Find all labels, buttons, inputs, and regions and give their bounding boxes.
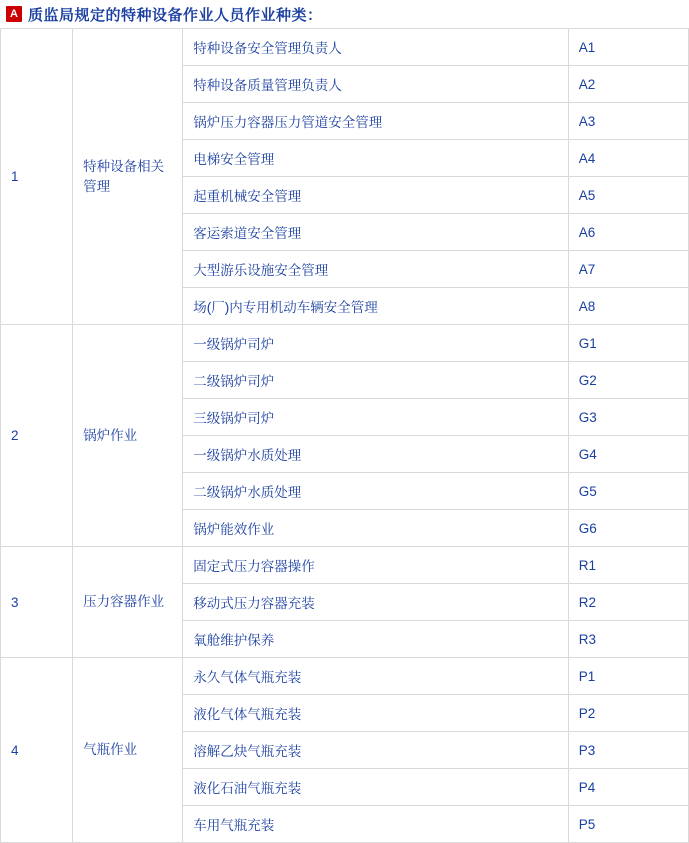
occupation-code-cell: P4 <box>568 769 688 806</box>
occupation-code-cell: G4 <box>568 436 688 473</box>
group-name-cell: 气瓶作业 <box>73 658 183 843</box>
occupation-code-cell: G5 <box>568 473 688 510</box>
occupation-code-cell: A8 <box>568 288 688 325</box>
table-row <box>1 658 689 695</box>
occupation-code-cell: A1 <box>568 29 688 66</box>
table-row <box>1 29 689 66</box>
occupation-name-cell: 锅炉能效作业 <box>183 510 569 547</box>
occupation-code-cell: A2 <box>568 66 688 103</box>
occupation-name-cell: 特种设备质量管理负责人 <box>183 66 569 103</box>
occupation-name-cell: 氧舱维护保养 <box>183 621 569 658</box>
occupation-name-cell: 电梯安全管理 <box>183 140 569 177</box>
group-name-cell: 锅炉作业 <box>73 325 183 547</box>
occupation-code-cell: R3 <box>568 621 688 658</box>
occupation-code-cell: G2 <box>568 362 688 399</box>
section-badge: A <box>6 6 22 22</box>
occupation-code-cell: P3 <box>568 732 688 769</box>
occupation-code-cell: P5 <box>568 806 688 843</box>
occupation-name-cell: 三级锅炉司炉 <box>183 399 569 436</box>
occupation-name-cell: 客运索道安全管理 <box>183 214 569 251</box>
occupation-code-cell: A7 <box>568 251 688 288</box>
occupation-name-cell: 液化石油气瓶充装 <box>183 769 569 806</box>
occupation-code-cell: A5 <box>568 177 688 214</box>
occupation-name-cell: 大型游乐设施安全管理 <box>183 251 569 288</box>
occupation-code-cell: G6 <box>568 510 688 547</box>
table-row <box>1 325 689 362</box>
occupation-code-cell: A6 <box>568 214 688 251</box>
occupation-name-cell: 锅炉压力容器压力管道安全管理 <box>183 103 569 140</box>
occupation-code-cell: G1 <box>568 325 688 362</box>
page-title: 质监局规定的特种设备作业人员作业种类： <box>28 6 323 24</box>
group-index-cell: 4 <box>1 658 73 843</box>
group-name-cell: 特种设备相关管理 <box>73 29 183 325</box>
occupation-category-table <box>0 28 689 843</box>
occupation-code-cell: A4 <box>568 140 688 177</box>
occupation-name-cell: 溶解乙炔气瓶充装 <box>183 732 569 769</box>
occupation-name-cell: 车用气瓶充装 <box>183 806 569 843</box>
occupation-code-cell: G3 <box>568 399 688 436</box>
occupation-name-cell: 起重机械安全管理 <box>183 177 569 214</box>
occupation-code-cell: A3 <box>568 103 688 140</box>
occupation-name-cell: 一级锅炉司炉 <box>183 325 569 362</box>
section-header <box>0 0 689 28</box>
occupation-name-cell: 场(厂)内专用机动车辆安全管理 <box>183 288 569 325</box>
occupation-code-cell: R2 <box>568 584 688 621</box>
occupation-code-cell: R1 <box>568 547 688 584</box>
occupation-name-cell: 固定式压力容器操作 <box>183 547 569 584</box>
group-index-cell: 1 <box>1 29 73 325</box>
occupation-code-cell: P2 <box>568 695 688 732</box>
occupation-name-cell: 特种设备安全管理负责人 <box>183 29 569 66</box>
group-index-cell: 3 <box>1 547 73 658</box>
occupation-name-cell: 二级锅炉水质处理 <box>183 473 569 510</box>
occupation-name-cell: 永久气体气瓶充装 <box>183 658 569 695</box>
occupation-name-cell: 一级锅炉水质处理 <box>183 436 569 473</box>
occupation-name-cell: 二级锅炉司炉 <box>183 362 569 399</box>
group-index-cell: 2 <box>1 325 73 547</box>
occupation-name-cell: 移动式压力容器充装 <box>183 584 569 621</box>
table-body <box>1 29 689 843</box>
group-name-cell: 压力容器作业 <box>73 547 183 658</box>
occupation-name-cell: 液化气体气瓶充装 <box>183 695 569 732</box>
occupation-code-cell: P1 <box>568 658 688 695</box>
table-row <box>1 547 689 584</box>
